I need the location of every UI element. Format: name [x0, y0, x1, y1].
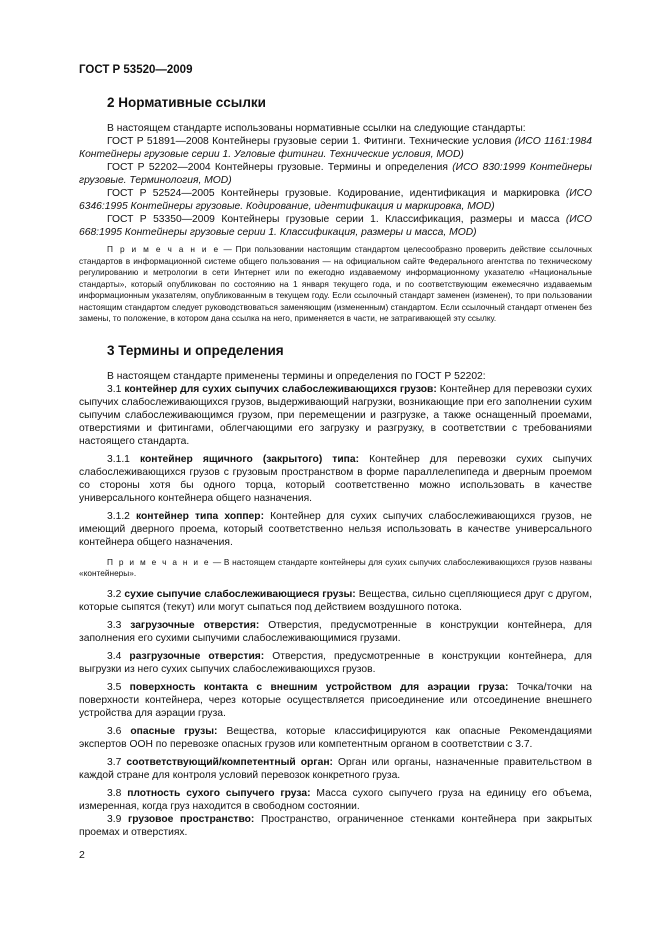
- reference-item: ГОСТ Р 52202—2004 Контейнеры грузовые. Термины и определения (ИСО 830:1999 Контейнеры грузовые. Терминология, MOD): [79, 162, 593, 186]
- section-2-note: [79, 244, 592, 325]
- term-3-3: 3.3 загрузочные отверстия: Отверстия, предусмотренные в конструкции контейнера, для заполнения его сухими сыпучими слабослеживающимися грузами.: [79, 619, 592, 644]
- term-3-1: 3.1 контейнер для сухих сыпучих слабослеживающихся грузов: Контейнер для перевозки сухих сыпучих слабослеживающихся грузов, выдерживающий нагрузки, возникающие при его заполнении сухим сыпучим слабослеживающимся грузом, при перемещении и разгрузке, а также оснащенный проемами, отверстиями и фитингами, облегчающими его загрузку и разгрузку, в соответствии с требованиями настоящего стандарта.: [79, 383, 593, 447]
- reference-item: ГОСТ Р 51891—2008 Контейнеры грузовые серии 1. Фитинги. Технические условия (ИСО 1161:1984 Контейнеры грузовые серии 1. Угловые фитинги. Технические условия, MOD): [79, 136, 592, 160]
- note-label: П р и м е ч а н и е: [107, 556, 211, 567]
- document-header: ГОСТ Р 53520—2009: [79, 64, 193, 76]
- term-3-4: 3.4 разгрузочные отверстия: Отверстия, предусмотренные в конструкции контейнера, для выгрузки из него сухих сыпучих слабослеживающихся грузов.: [79, 650, 592, 675]
- term-3-7: 3.7 соответствующий/компетентный орган: Орган или органы, назначенные правительством в каждой стране для контроля условий перевозок конкретного груза.: [79, 756, 592, 781]
- section-2-intro: В настоящем стандарте использованы нормативные ссылки на следующие стандарты:: [107, 123, 526, 134]
- section-3-note: [79, 557, 592, 580]
- note-text: — При пользовании настоящим стандартом целесообразно проверить действие ссылочных стандартов в информационной системе общего пользования — на официальном сайте Федерального агентства по техническому регулированию и метрологии в сети Интернет или по ежегодно издаваемому информационному указателю «Национальные стандарты», который опубликован по состоянию на 1 января текущего года, и по соответствующим ежемесячно издаваемым информационным указателям, опубликованным в текущем году. Если ссылочный стандарт заменен (изменен), то при пользовании настоящим стандартом следует руководствоваться заменяющим (измененным) стандартом. Если ссылочный стандарт отменен без замены, то положение, в котором дана ссылка на него, применяется в части, не затрагивающей эту ссылку.: [79, 244, 592, 323]
- term-3-8: 3.8 плотность сухого сыпучего груза: Масса сухого сыпучего груза на единицу его объема, измеренная, когда груз находится в свободном состоянии.: [79, 787, 592, 812]
- section-3-title: 3 Термины и определения: [107, 342, 284, 358]
- section-3-intro: В настоящем стандарте применены термины и определения по ГОСТ Р 52202:: [107, 370, 486, 382]
- term-3-2: 3.2 сухие сыпучие слабослеживающиеся грузы: Вещества, сильно сцепляющиеся друг с другом, которые сыпятся (текут) или могут сыпаться под действием воздушного потока.: [79, 588, 592, 613]
- term-3-5: 3.5 поверхность контакта с внешним устройством для аэрации груза: Точка/точки на поверхности контейнера, через которые осуществляется присоединение или отсоединение внешнего устройства для аэрации груза.: [79, 681, 592, 719]
- term-3-1-1: 3.1.1 контейнер ящичного (закрытого) типа: Контейнер для перевозки сухих сыпучих слабослеживающихся грузов с грузовым пространством в форме параллелепипеда и дверным проемом со стороны хотя бы одного торца, который соответственно можно использовать в качестве универсального контейнера общего назначения.: [79, 453, 593, 504]
- page-body: [79, 95, 592, 839]
- reference-item: ГОСТ Р 52524—2005 Контейнеры грузовые. Кодирование, идентификация и маркировка (ИСО 6346:1995 Контейнеры грузовые. Кодирование, идентификация и маркировка, MOD): [79, 188, 592, 212]
- section-2-title: 2 Нормативные ссылки: [107, 95, 266, 110]
- reference-item: ГОСТ Р 53350—2009 Контейнеры грузовые серии 1. Классификация, размеры и масса (ИСО 668:1995 Контейнеры грузовые серии 1. Классификация, размеры и масса, MOD): [79, 214, 592, 238]
- term-3-1-2: 3.1.2 контейнер типа хоппер: Контейнер для сухих сыпучих слабослеживающихся грузов, не имеющий дверного проема, который соответственно нельзя использовать в качестве универсального контейнера общего назначения.: [79, 510, 592, 548]
- term-3-6: 3.6 опасные грузы: Вещества, которые классифицируются как опасные Рекомендациями экспертов ООН по перевозке опасных грузов или компетентным органом в соответствии с 3.7.: [79, 725, 592, 750]
- note-label: П р и м е ч а н и е: [107, 244, 220, 254]
- page-number: 2: [79, 849, 85, 861]
- term-3-9: 3.9 грузовое пространство: Пространство, ограниченное стенками контейнера при закрытых проемах и отверстиях.: [79, 813, 592, 838]
- note-text: — В настоящем стандарте контейнеры для сухих сыпучих слабослеживающихся грузов названы «контейнеры».: [79, 556, 592, 578]
